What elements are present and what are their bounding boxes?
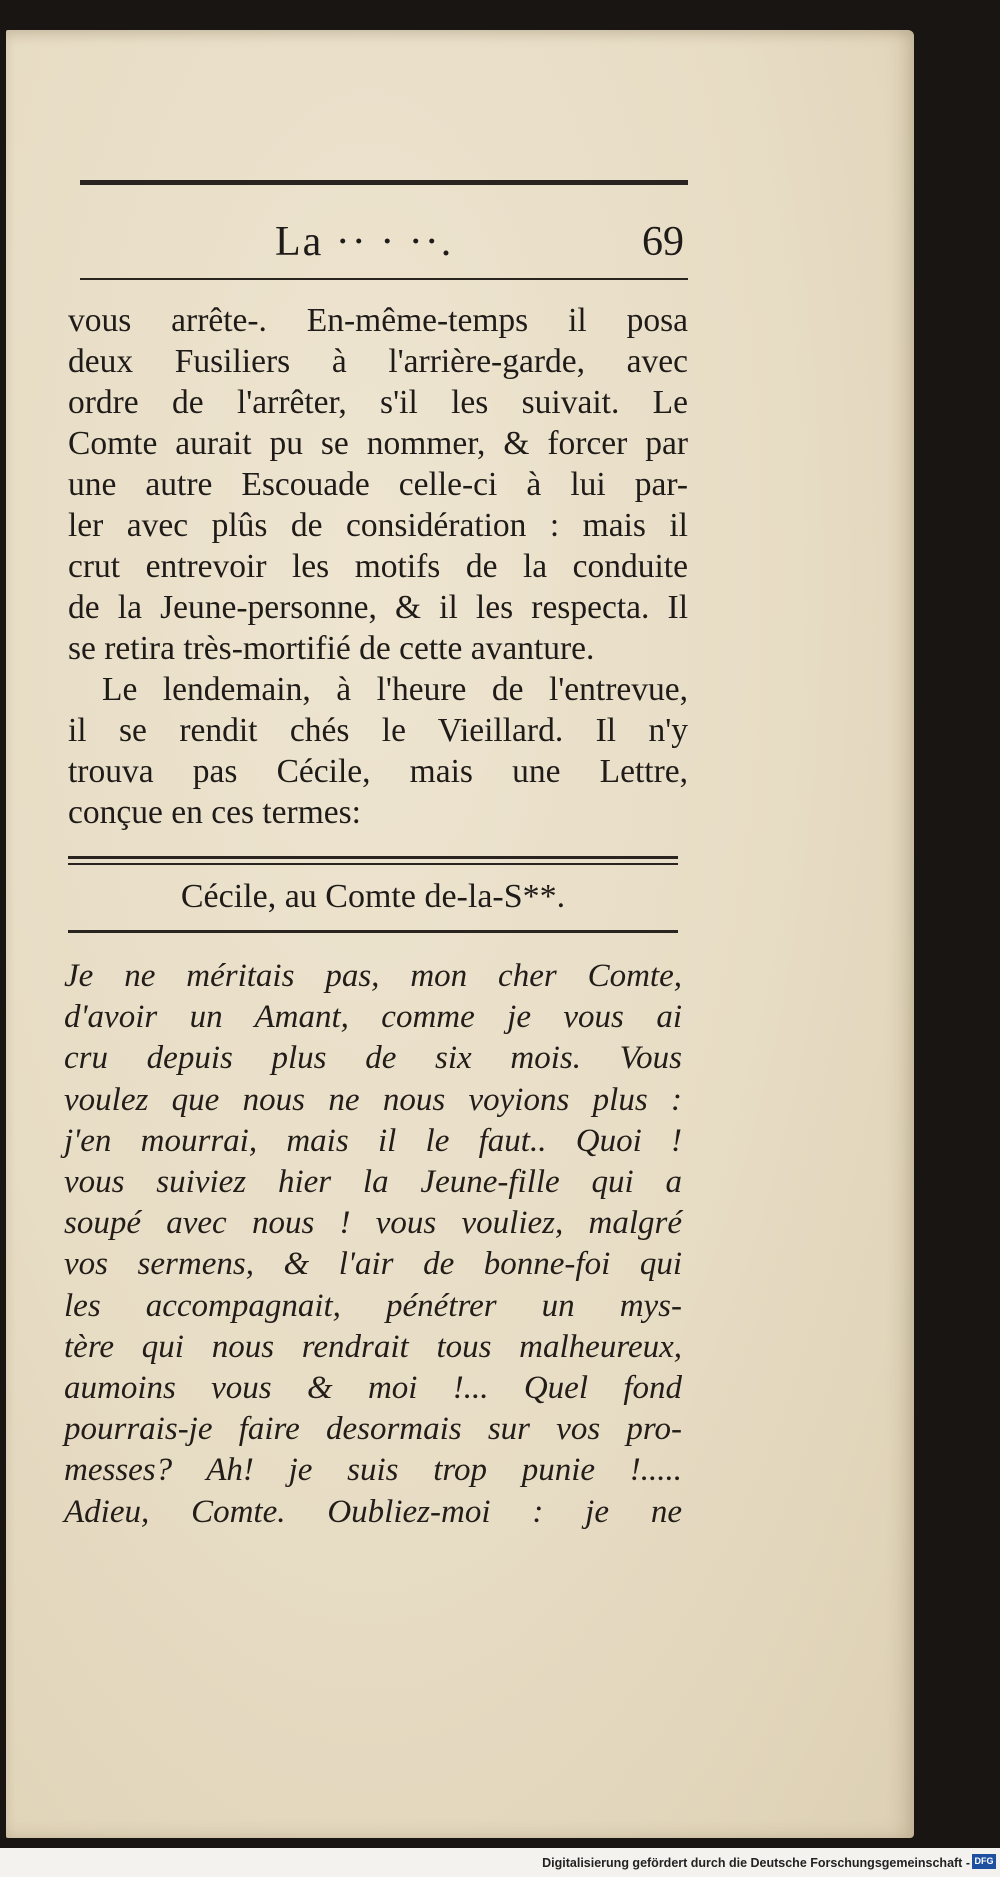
header-rule-top <box>80 180 688 185</box>
running-head: La ·· · ··. <box>275 219 454 265</box>
dfg-logo: DFG <box>972 1854 996 1869</box>
body-line: de la Jeune-personne, & il les respecta. Il <box>68 589 688 626</box>
letter-text <box>64 956 682 1533</box>
letter-line: cru depuis plus de six mois. Vous <box>64 1040 682 1077</box>
letter-line: tère qui nous rendrait tous malheureux, <box>64 1328 682 1365</box>
page-number: 69 <box>642 219 684 265</box>
header-rule-bottom <box>80 278 688 280</box>
letter-rule-top-inner <box>68 863 678 865</box>
body-line: crut entrevoir les motifs de la conduite <box>68 548 688 585</box>
body-line: se retira très-mortifié de cette avanture. <box>68 630 595 667</box>
body-line: trouva pas Cécile, mais une Lettre, <box>68 753 688 790</box>
letter-rule-top <box>68 856 678 859</box>
body-line: conçue en ces termes: <box>68 794 361 831</box>
letter-line: soupé avec nous ! vous vouliez, malgré <box>64 1205 682 1242</box>
letter-line: j'en mourrai, mais il le faut.. Quoi ! <box>64 1122 682 1159</box>
body-line: il se rendit chés le Vieillard. Il n'y <box>68 712 688 749</box>
letter-heading: Cécile, au Comte de-la-S**. <box>180 878 566 915</box>
page-header <box>80 180 688 284</box>
letter-line: Adieu, Comte. Oubliez-moi : je ne <box>64 1493 682 1530</box>
body-line: ordre de l'arrêter, s'il les suivait. Le <box>68 384 688 421</box>
body-line: une autre Escouade celle-ci à lui par- <box>68 466 688 503</box>
body-line: Le lendemain, à l'heure de l'entrevue, <box>102 671 688 708</box>
letter-line: les accompagnait, pénétrer un mys- <box>64 1287 682 1324</box>
letter-rule-bottom <box>68 930 678 933</box>
body-line: deux Fusiliers à l'arrière-garde, avec <box>68 343 688 380</box>
body-line: Comte aurait pu se nommer, & forcer par <box>68 425 688 462</box>
funding-credit: Digitalisierung gefördert durch die Deutsche Forschungsgemeinschaft - <box>542 1856 970 1870</box>
letter-line: pourrais-je faire desormais sur vos pro- <box>64 1411 682 1448</box>
letter-line: messes? Ah! je suis trop punie !..... <box>64 1452 682 1489</box>
letter-header <box>68 856 678 934</box>
letter-line: d'avoir un Amant, comme je vous ai <box>64 999 682 1036</box>
book-page <box>6 30 914 1838</box>
body-line: vous arrête-. En-même-temps il posa <box>68 302 688 339</box>
body-line: ler avec plûs de considération : mais il <box>68 507 688 544</box>
letter-line: Je ne méritais pas, mon cher Comte, <box>64 958 682 994</box>
digitization-footer <box>0 1848 1000 1877</box>
letter-line: aumoins vous & moi !... Quel fond <box>64 1370 682 1407</box>
letter-line: vous suiviez hier la Jeune-fille qui a <box>64 1164 682 1201</box>
letter-line: vos sermens, & l'air de bonne-foi qui <box>64 1246 682 1283</box>
letter-line: voulez que nous ne nous voyions plus : <box>64 1081 682 1118</box>
body-text <box>68 300 688 833</box>
